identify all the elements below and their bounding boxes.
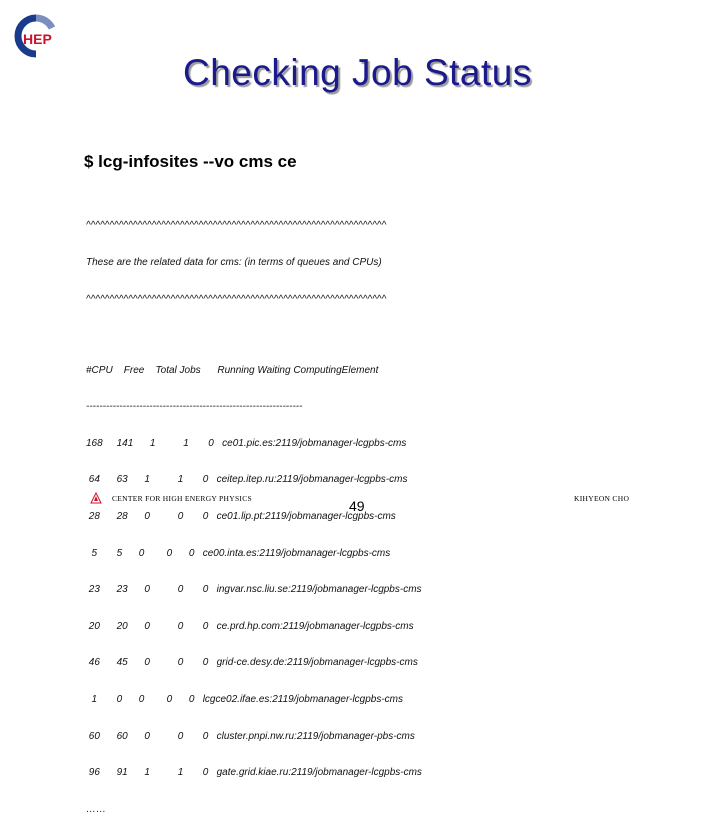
table-row: 96 91 1 1 0 gate.grid.kiae.ru:2119/jobmanager-lcgpbs-cms: [86, 767, 422, 779]
table-row: 5 5 0 0 0 ce00.inta.es:2119/jobmanager-lcgpbs-cms: [86, 547, 391, 559]
command-line: $ lcg-infosites --vo cms ce: [84, 152, 297, 171]
table-row: 1 0 0 0 0 lcgce02.ifae.es:2119/jobmanager-lcgpbs-cms: [86, 693, 404, 705]
table-row: 28 28 0 0 0 ce01.lip.pt:2119/jobmanager-lcgpbs-cms: [86, 510, 396, 522]
flame-logo-icon: [89, 492, 103, 504]
slide-title: Checking Job Status: [183, 52, 532, 93]
table-row: 64 63 1 1 0 ceitep.itep.ru:2119/jobmanager-lcgpbs-cms: [86, 474, 408, 486]
caret-line: ^^^^^^^^^^^^^^^^^^^^^^^^^^^^^^^^^^^^^^^^^^^^^^^^^^^^^^^^^^^^^^^^: [86, 220, 387, 232]
table-header: #CPU Free Total Jobs Running Waiting ComputingElement: [86, 364, 379, 376]
footer-author: KIHYEON CHO: [574, 494, 630, 503]
table-row: 20 20 0 0 0 ce.prd.hp.com:2119/jobmanager-lcgpbs-cms: [86, 620, 414, 632]
svg-text:HEP: HEP: [23, 31, 52, 47]
caret-line: ^^^^^^^^^^^^^^^^^^^^^^^^^^^^^^^^^^^^^^^^^^^^^^^^^^^^^^^^^^^^^^^^: [86, 293, 387, 305]
command-output: [86, 196, 422, 828]
info-line: These are the related data for cms: (in terms of queues and CPUs): [86, 257, 382, 268]
hep-logo-icon: [14, 14, 58, 58]
footer-organization: CENTER FOR HIGH ENERGY PHYSICS: [112, 494, 252, 503]
table-row: 60 60 0 0 0 cluster.pnpi.nw.ru:2119/jobmanager-pbs-cms: [86, 730, 415, 742]
table-row: 23 23 0 0 0 ingvar.nsc.liu.se:2119/jobmanager-lcgpbs-cms: [86, 584, 422, 596]
page-number: 49: [349, 498, 365, 514]
ellipsis: ……: [86, 803, 106, 815]
table-row: 46 45 0 0 0 grid-ce.desy.de:2119/jobmanager-lcgpbs-cms: [86, 657, 418, 669]
table-row: 168 141 1 1 0 ce01.pic.es:2119/jobmanager-lcgpbs-cms: [86, 437, 407, 449]
table-divider: -----------------------------------------------------------------: [86, 401, 303, 413]
